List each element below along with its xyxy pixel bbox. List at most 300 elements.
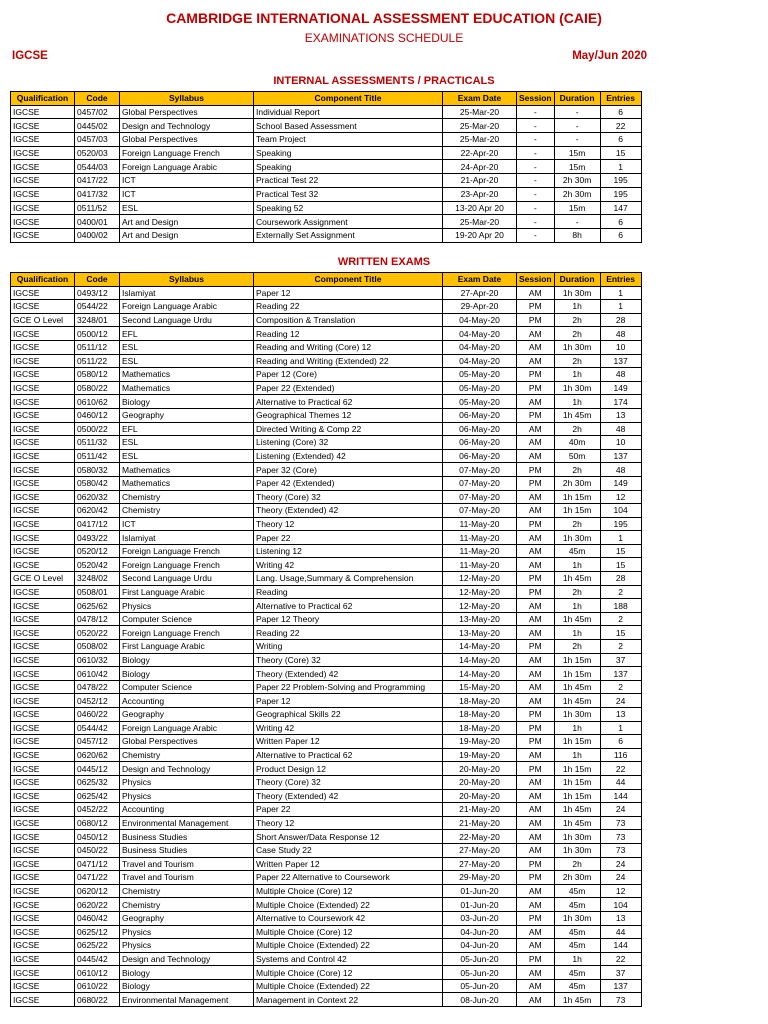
code-cell: 0520/03 bbox=[75, 146, 120, 160]
exam-date-cell: 21-Apr-20 bbox=[443, 174, 517, 188]
column-header-exam-date: Exam Date bbox=[443, 273, 517, 287]
exam-date-cell: 06-May-20 bbox=[443, 422, 517, 436]
exam-date-cell: 29-Apr-20 bbox=[443, 300, 517, 314]
table-row bbox=[11, 911, 642, 925]
session-cell: PM bbox=[517, 708, 555, 722]
session-cell: - bbox=[517, 201, 555, 215]
exam-date-cell: 05-Jun-20 bbox=[443, 952, 517, 966]
table-row bbox=[11, 395, 642, 409]
duration-cell: 1h 15m bbox=[554, 653, 600, 667]
qualification-cell: GCE O Level bbox=[11, 313, 75, 327]
entries-cell: 195 bbox=[600, 517, 641, 531]
component-title-cell: Multiple Choice (Core) 12 bbox=[254, 925, 443, 939]
session-cell: AM bbox=[517, 558, 555, 572]
qualification-tag: IGCSE bbox=[12, 50, 48, 62]
component-title-cell: Externally Set Assignment bbox=[254, 228, 443, 242]
entries-cell: 37 bbox=[600, 653, 641, 667]
component-title-cell: Reading 12 bbox=[254, 327, 443, 341]
session-cell: AM bbox=[517, 449, 555, 463]
session-cell: AM bbox=[517, 667, 555, 681]
exam-date-cell: 18-May-20 bbox=[443, 721, 517, 735]
table-row bbox=[11, 952, 642, 966]
internal-assessments-table bbox=[10, 91, 642, 243]
component-title-cell: Reading 22 bbox=[254, 300, 443, 314]
entries-cell: 12 bbox=[600, 884, 641, 898]
syllabus-cell: Business Studies bbox=[120, 843, 254, 857]
code-cell: 0493/12 bbox=[75, 286, 120, 300]
table-row bbox=[11, 174, 642, 188]
exam-date-cell: 21-May-20 bbox=[443, 803, 517, 817]
qualification-cell: IGCSE bbox=[11, 952, 75, 966]
exam-date-cell: 20-May-20 bbox=[443, 775, 517, 789]
column-header-duration: Duration bbox=[554, 92, 600, 106]
syllabus-cell: Design and Technology bbox=[120, 952, 254, 966]
exam-date-cell: 19-May-20 bbox=[443, 735, 517, 749]
session-cell: - bbox=[517, 160, 555, 174]
duration-cell: 45m bbox=[554, 939, 600, 953]
duration-cell: 40m bbox=[554, 436, 600, 450]
table-row bbox=[11, 599, 642, 613]
entries-cell: 24 bbox=[600, 857, 641, 871]
code-cell: 0610/22 bbox=[75, 979, 120, 993]
table-row bbox=[11, 544, 642, 558]
qualification-cell: IGCSE bbox=[11, 133, 75, 147]
duration-cell: 1h 30m bbox=[554, 830, 600, 844]
entries-cell: 2 bbox=[600, 585, 641, 599]
session-cell: PM bbox=[517, 476, 555, 490]
syllabus-cell: Art and Design bbox=[120, 228, 254, 242]
session-cell: AM bbox=[517, 694, 555, 708]
table-row bbox=[11, 201, 642, 215]
code-cell: 0478/22 bbox=[75, 680, 120, 694]
entries-cell: 12 bbox=[600, 490, 641, 504]
exam-date-cell: 29-May-20 bbox=[443, 871, 517, 885]
written-section-heading: WRITTEN EXAMS bbox=[337, 256, 431, 268]
written-exams-table bbox=[10, 272, 642, 1007]
entries-cell: 73 bbox=[600, 993, 641, 1007]
syllabus-cell: Global Perspectives bbox=[120, 133, 254, 147]
exam-date-cell: 19-May-20 bbox=[443, 748, 517, 762]
component-title-cell: Geographical Themes 12 bbox=[254, 408, 443, 422]
exam-date-cell: 14-May-20 bbox=[443, 667, 517, 681]
table-row bbox=[11, 816, 642, 830]
qualification-cell: IGCSE bbox=[11, 680, 75, 694]
syllabus-cell: Mathematics bbox=[120, 476, 254, 490]
qualification-cell: IGCSE bbox=[11, 979, 75, 993]
table-row bbox=[11, 898, 642, 912]
syllabus-cell: Geography bbox=[120, 408, 254, 422]
component-title-cell: Team Project bbox=[254, 133, 443, 147]
column-header-code: Code bbox=[75, 273, 120, 287]
table-row bbox=[11, 857, 642, 871]
syllabus-cell: Mathematics bbox=[120, 463, 254, 477]
qualification-cell: IGCSE bbox=[11, 626, 75, 640]
duration-cell: 1h 45m bbox=[554, 408, 600, 422]
session-cell: AM bbox=[517, 599, 555, 613]
duration-cell: 2h 30m bbox=[554, 871, 600, 885]
syllabus-cell: Accounting bbox=[120, 694, 254, 708]
document-subtitle: EXAMINATIONS SCHEDULE bbox=[304, 31, 464, 45]
entries-cell: 149 bbox=[600, 381, 641, 395]
code-cell: 3248/02 bbox=[75, 572, 120, 586]
entries-cell: 48 bbox=[600, 327, 641, 341]
code-cell: 0580/12 bbox=[75, 368, 120, 382]
syllabus-cell: Biology bbox=[120, 653, 254, 667]
syllabus-cell: Physics bbox=[120, 789, 254, 803]
entries-cell: 15 bbox=[600, 544, 641, 558]
session-cell: AM bbox=[517, 803, 555, 817]
table-row bbox=[11, 133, 642, 147]
code-cell: 0620/12 bbox=[75, 884, 120, 898]
qualification-cell: IGCSE bbox=[11, 504, 75, 518]
column-header-session: Session bbox=[517, 273, 555, 287]
code-cell: 0580/32 bbox=[75, 463, 120, 477]
session-cell: PM bbox=[517, 762, 555, 776]
entries-cell: 1 bbox=[600, 160, 641, 174]
qualification-cell: IGCSE bbox=[11, 966, 75, 980]
entries-cell: 137 bbox=[600, 667, 641, 681]
syllabus-cell: Physics bbox=[120, 599, 254, 613]
table-row bbox=[11, 187, 642, 201]
session-cell: AM bbox=[517, 653, 555, 667]
duration-cell: 2h bbox=[554, 585, 600, 599]
session-cell: PM bbox=[517, 463, 555, 477]
table-row bbox=[11, 775, 642, 789]
qualification-cell: IGCSE bbox=[11, 408, 75, 422]
syllabus-cell: Geography bbox=[120, 911, 254, 925]
entries-cell: 195 bbox=[600, 174, 641, 188]
syllabus-cell: Travel and Tourism bbox=[120, 871, 254, 885]
code-cell: 0680/22 bbox=[75, 993, 120, 1007]
exam-date-cell: 12-May-20 bbox=[443, 599, 517, 613]
qualification-cell: IGCSE bbox=[11, 490, 75, 504]
code-cell: 0400/01 bbox=[75, 215, 120, 229]
qualification-cell: IGCSE bbox=[11, 993, 75, 1007]
exam-date-cell: 11-May-20 bbox=[443, 517, 517, 531]
exam-date-cell: 04-Jun-20 bbox=[443, 939, 517, 953]
duration-cell: 2h bbox=[554, 640, 600, 654]
exam-date-cell: 15-May-20 bbox=[443, 680, 517, 694]
code-cell: 0625/12 bbox=[75, 925, 120, 939]
entries-cell: 2 bbox=[600, 640, 641, 654]
qualification-cell: IGCSE bbox=[11, 119, 75, 133]
session-cell: AM bbox=[517, 286, 555, 300]
entries-cell: 44 bbox=[600, 925, 641, 939]
duration-cell: 1h 45m bbox=[554, 680, 600, 694]
column-header-code: Code bbox=[75, 92, 120, 106]
entries-cell: 22 bbox=[600, 952, 641, 966]
component-title-cell: Paper 12 Theory bbox=[254, 612, 443, 626]
component-title-cell: Practical Test 32 bbox=[254, 187, 443, 201]
qualification-cell: IGCSE bbox=[11, 201, 75, 215]
entries-cell: 1 bbox=[600, 286, 641, 300]
entries-cell: 24 bbox=[600, 803, 641, 817]
component-title-cell: Theory (Extended) 42 bbox=[254, 504, 443, 518]
table-row bbox=[11, 105, 642, 119]
component-title-cell: Alternative to Practical 62 bbox=[254, 395, 443, 409]
qualification-cell: IGCSE bbox=[11, 286, 75, 300]
code-cell: 0620/42 bbox=[75, 504, 120, 518]
qualification-cell: IGCSE bbox=[11, 748, 75, 762]
qualification-cell: IGCSE bbox=[11, 174, 75, 188]
code-cell: 0417/32 bbox=[75, 187, 120, 201]
entries-cell: 195 bbox=[600, 187, 641, 201]
session-cell: - bbox=[517, 133, 555, 147]
table-row bbox=[11, 735, 642, 749]
session-cell: AM bbox=[517, 340, 555, 354]
document-title: CAMBRIDGE INTERNATIONAL ASSESSMENT EDUCATION (CAIE) bbox=[166, 10, 602, 26]
session-cell: PM bbox=[517, 368, 555, 382]
syllabus-cell: Second Language Urdu bbox=[120, 572, 254, 586]
qualification-cell: IGCSE bbox=[11, 884, 75, 898]
session-cell: AM bbox=[517, 490, 555, 504]
table-row bbox=[11, 119, 642, 133]
qualification-cell: IGCSE bbox=[11, 735, 75, 749]
duration-cell: 45m bbox=[554, 966, 600, 980]
session-cell: PM bbox=[517, 952, 555, 966]
qualification-cell: IGCSE bbox=[11, 160, 75, 174]
qualification-cell: IGCSE bbox=[11, 215, 75, 229]
column-header-session: Session bbox=[517, 92, 555, 106]
exam-date-cell: 25-Mar-20 bbox=[443, 119, 517, 133]
component-title-cell: Paper 22 Problem-Solving and Programming bbox=[254, 680, 443, 694]
exam-date-cell: 04-May-20 bbox=[443, 313, 517, 327]
component-title-cell: Theory (Core) 32 bbox=[254, 490, 443, 504]
entries-cell: 15 bbox=[600, 146, 641, 160]
syllabus-cell: Biology bbox=[120, 966, 254, 980]
table-row bbox=[11, 939, 642, 953]
syllabus-cell: Accounting bbox=[120, 803, 254, 817]
table-row bbox=[11, 871, 642, 885]
qualification-cell: IGCSE bbox=[11, 531, 75, 545]
session-cell: AM bbox=[517, 843, 555, 857]
syllabus-cell: Islamiyat bbox=[120, 531, 254, 545]
exam-date-cell: 14-May-20 bbox=[443, 653, 517, 667]
component-title-cell: Reading and Writing (Core) 12 bbox=[254, 340, 443, 354]
code-cell: 0544/22 bbox=[75, 300, 120, 314]
syllabus-cell: Art and Design bbox=[120, 215, 254, 229]
duration-cell: 1h 15m bbox=[554, 775, 600, 789]
duration-cell: 1h 30m bbox=[554, 843, 600, 857]
table-row bbox=[11, 286, 642, 300]
duration-cell: 15m bbox=[554, 160, 600, 174]
duration-cell: 2h bbox=[554, 422, 600, 436]
syllabus-cell: EFL bbox=[120, 422, 254, 436]
table-row bbox=[11, 313, 642, 327]
exam-date-cell: 21-May-20 bbox=[443, 816, 517, 830]
table-row bbox=[11, 680, 642, 694]
table-row bbox=[11, 146, 642, 160]
code-cell: 0511/22 bbox=[75, 354, 120, 368]
duration-cell: - bbox=[554, 133, 600, 147]
table-row bbox=[11, 612, 642, 626]
session-tag: May/Jun 2020 bbox=[572, 50, 647, 62]
entries-cell: 13 bbox=[600, 911, 641, 925]
component-title-cell: Speaking 52 bbox=[254, 201, 443, 215]
column-header-duration: Duration bbox=[554, 273, 600, 287]
component-title-cell: Alternative to Practical 62 bbox=[254, 748, 443, 762]
session-cell: PM bbox=[517, 857, 555, 871]
component-title-cell: Writing bbox=[254, 640, 443, 654]
code-cell: 0450/22 bbox=[75, 843, 120, 857]
component-title-cell: Multiple Choice (Extended) 22 bbox=[254, 979, 443, 993]
table-row bbox=[11, 830, 642, 844]
column-header-syllabus: Syllabus bbox=[120, 92, 254, 106]
duration-cell: 1h 15m bbox=[554, 504, 600, 518]
entries-cell: 13 bbox=[600, 408, 641, 422]
qualification-cell: IGCSE bbox=[11, 381, 75, 395]
exam-date-cell: 05-May-20 bbox=[443, 381, 517, 395]
component-title-cell: Product Design 12 bbox=[254, 762, 443, 776]
component-title-cell: Paper 12 (Core) bbox=[254, 368, 443, 382]
component-title-cell: Paper 22 Alternative to Coursework bbox=[254, 871, 443, 885]
exam-date-cell: 01-Jun-20 bbox=[443, 884, 517, 898]
column-header-entries: Entries bbox=[600, 92, 641, 106]
qualification-cell: IGCSE bbox=[11, 857, 75, 871]
code-cell: 0500/22 bbox=[75, 422, 120, 436]
syllabus-cell: First Language Arabic bbox=[120, 585, 254, 599]
session-cell: PM bbox=[517, 911, 555, 925]
entries-cell: 174 bbox=[600, 395, 641, 409]
component-title-cell: Paper 22 bbox=[254, 531, 443, 545]
table-row bbox=[11, 667, 642, 681]
duration-cell: 45m bbox=[554, 979, 600, 993]
table-row bbox=[11, 966, 642, 980]
component-title-cell: Multiple Choice (Extended) 22 bbox=[254, 939, 443, 953]
code-cell: 0445/42 bbox=[75, 952, 120, 966]
session-cell: PM bbox=[517, 313, 555, 327]
exam-date-cell: 11-May-20 bbox=[443, 531, 517, 545]
syllabus-cell: ESL bbox=[120, 436, 254, 450]
component-title-cell: Short Answer/Data Response 12 bbox=[254, 830, 443, 844]
qualification-cell: IGCSE bbox=[11, 327, 75, 341]
entries-cell: 48 bbox=[600, 422, 641, 436]
component-title-cell: Listening (Core) 32 bbox=[254, 436, 443, 450]
duration-cell: 1h bbox=[554, 300, 600, 314]
duration-cell: 1h 30m bbox=[554, 911, 600, 925]
exam-date-cell: 08-Jun-20 bbox=[443, 993, 517, 1007]
code-cell: 0680/12 bbox=[75, 816, 120, 830]
syllabus-cell: Foreign Language French bbox=[120, 558, 254, 572]
entries-cell: 15 bbox=[600, 558, 641, 572]
code-cell: 0460/22 bbox=[75, 708, 120, 722]
code-cell: 0471/22 bbox=[75, 871, 120, 885]
entries-cell: 1 bbox=[600, 531, 641, 545]
code-cell: 0610/12 bbox=[75, 966, 120, 980]
component-title-cell: Reading bbox=[254, 585, 443, 599]
duration-cell: 1h bbox=[554, 558, 600, 572]
exam-date-cell: 24-Apr-20 bbox=[443, 160, 517, 174]
entries-cell: 48 bbox=[600, 463, 641, 477]
table-row bbox=[11, 368, 642, 382]
syllabus-cell: Global Perspectives bbox=[120, 735, 254, 749]
duration-cell: 1h 45m bbox=[554, 803, 600, 817]
component-title-cell: Written Paper 12 bbox=[254, 857, 443, 871]
exam-date-cell: 25-Mar-20 bbox=[443, 133, 517, 147]
syllabus-cell: Islamiyat bbox=[120, 286, 254, 300]
qualification-cell: IGCSE bbox=[11, 105, 75, 119]
exam-date-cell: 05-May-20 bbox=[443, 368, 517, 382]
code-cell: 0460/42 bbox=[75, 911, 120, 925]
qualification-cell: IGCSE bbox=[11, 667, 75, 681]
duration-cell: 1h bbox=[554, 721, 600, 735]
table-row bbox=[11, 476, 642, 490]
entries-cell: 15 bbox=[600, 626, 641, 640]
syllabus-cell: First Language Arabic bbox=[120, 640, 254, 654]
syllabus-cell: Computer Science bbox=[120, 680, 254, 694]
session-cell: - bbox=[517, 119, 555, 133]
syllabus-cell: Chemistry bbox=[120, 504, 254, 518]
syllabus-cell: ESL bbox=[120, 340, 254, 354]
session-cell: AM bbox=[517, 504, 555, 518]
component-title-cell: Theory (Core) 32 bbox=[254, 653, 443, 667]
qualification-cell: IGCSE bbox=[11, 585, 75, 599]
table-row bbox=[11, 327, 642, 341]
session-cell: - bbox=[517, 187, 555, 201]
component-title-cell: Paper 22 bbox=[254, 803, 443, 817]
entries-cell: 6 bbox=[600, 133, 641, 147]
column-header-syllabus: Syllabus bbox=[120, 273, 254, 287]
table-row bbox=[11, 422, 642, 436]
exam-date-cell: 12-May-20 bbox=[443, 585, 517, 599]
session-cell: AM bbox=[517, 830, 555, 844]
exam-date-cell: 04-May-20 bbox=[443, 340, 517, 354]
duration-cell: 45m bbox=[554, 544, 600, 558]
qualification-cell: IGCSE bbox=[11, 708, 75, 722]
qualification-cell: IGCSE bbox=[11, 436, 75, 450]
qualification-cell: IGCSE bbox=[11, 476, 75, 490]
column-header-exam-date: Exam Date bbox=[443, 92, 517, 106]
syllabus-cell: Mathematics bbox=[120, 381, 254, 395]
qualification-cell: IGCSE bbox=[11, 789, 75, 803]
component-title-cell: Theory 12 bbox=[254, 517, 443, 531]
code-cell: 0457/03 bbox=[75, 133, 120, 147]
session-cell: AM bbox=[517, 748, 555, 762]
syllabus-cell: Chemistry bbox=[120, 898, 254, 912]
component-title-cell: Alternative to Coursework 42 bbox=[254, 911, 443, 925]
exam-date-cell: 05-May-20 bbox=[443, 395, 517, 409]
duration-cell: 45m bbox=[554, 925, 600, 939]
table-row bbox=[11, 436, 642, 450]
entries-cell: 10 bbox=[600, 340, 641, 354]
component-title-cell: Paper 32 (Core) bbox=[254, 463, 443, 477]
qualification-cell: IGCSE bbox=[11, 694, 75, 708]
session-cell: - bbox=[517, 228, 555, 242]
qualification-cell: IGCSE bbox=[11, 830, 75, 844]
component-title-cell: Geographical Skills 22 bbox=[254, 708, 443, 722]
entries-cell: 73 bbox=[600, 830, 641, 844]
syllabus-cell: Business Studies bbox=[120, 830, 254, 844]
qualification-cell: IGCSE bbox=[11, 340, 75, 354]
session-cell: AM bbox=[517, 544, 555, 558]
duration-cell: 1h 15m bbox=[554, 667, 600, 681]
component-title-cell: Paper 22 (Extended) bbox=[254, 381, 443, 395]
exam-date-cell: 05-Jun-20 bbox=[443, 979, 517, 993]
table-row bbox=[11, 381, 642, 395]
table-row bbox=[11, 463, 642, 477]
qualification-cell: IGCSE bbox=[11, 843, 75, 857]
entries-cell: 116 bbox=[600, 748, 641, 762]
qualification-cell: IGCSE bbox=[11, 653, 75, 667]
entries-cell: 24 bbox=[600, 871, 641, 885]
session-cell: AM bbox=[517, 775, 555, 789]
qualification-cell: IGCSE bbox=[11, 816, 75, 830]
exam-date-cell: 18-May-20 bbox=[443, 708, 517, 722]
session-cell: AM bbox=[517, 327, 555, 341]
syllabus-cell: Physics bbox=[120, 939, 254, 953]
exam-date-cell: 14-May-20 bbox=[443, 640, 517, 654]
exam-date-cell: 06-May-20 bbox=[443, 449, 517, 463]
